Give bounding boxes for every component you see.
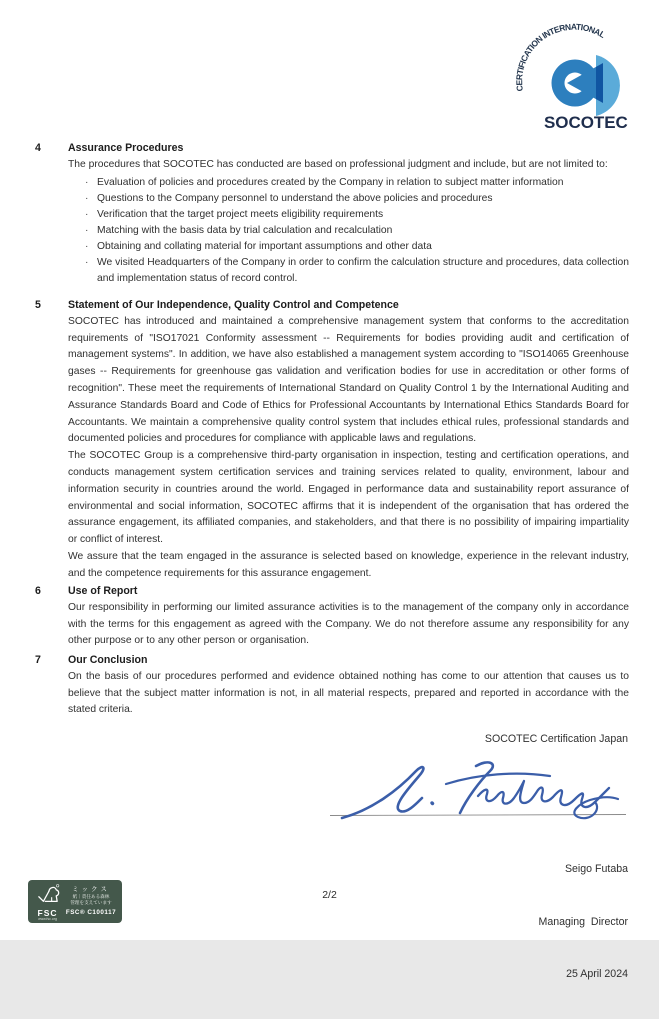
signatory-role: Managing Director	[538, 915, 628, 928]
section-title: Assurance Procedures	[68, 142, 184, 154]
section-title: Use of Report	[68, 585, 138, 597]
paragraph: SOCOTEC has introduced and maintained a comprehensive management system that conforms to the accreditation requirements of "ISO17021 Conformity assessment -- Requirements for bodies providing audit and certification of management systems". In addition, we have also established a management system according to "ISO14065 Greenhouse gases -- Requirements for greenhouse gas validation and verification bodies for use in accreditation or other forms of recognition". These meet the requirements of International Standard on Quality Control 1 by the International Auditing and Assurance Standards Board and Code of Ethics for Professional Accountants by International Ethics Standards Board for Accountants. We maintain a comprehensive quality control system that includes ethical rules, professional standards and documented policies and procedures for compliance with applicable laws and regulations.	[68, 315, 629, 445]
handwritten-signature	[328, 752, 628, 826]
bullet-dot: ·	[85, 240, 89, 252]
section-title: Our Conclusion	[68, 654, 148, 666]
bullet-text: Evaluation of policies and procedures created by the Company in relation to subject matter information	[97, 176, 564, 188]
bullet-dot: ·	[85, 176, 89, 188]
bullet-text: Verification that the target project meets eligibility requirements	[97, 208, 384, 220]
bullet-item	[68, 175, 629, 191]
bullet-dot: ·	[85, 224, 89, 236]
section-number: 7	[35, 654, 41, 666]
section-number: 6	[35, 585, 41, 597]
fsc-label	[28, 880, 122, 923]
fsc-logo-column	[28, 883, 64, 921]
signatory-company: SOCOTEC Certification Japan	[484, 733, 628, 745]
signature-stroke	[432, 803, 433, 804]
bullet-item	[68, 255, 629, 287]
section-independence-statement	[35, 297, 629, 583]
bullet-item	[68, 239, 629, 255]
page-number: 2/2	[322, 889, 337, 901]
section-title: Statement of Our Independence, Quality Control and Competence	[68, 299, 399, 311]
section-assurance-procedures	[35, 140, 629, 287]
signature-line	[330, 815, 626, 816]
signatory-name: Seigo Futaba	[564, 863, 628, 875]
section-number: 4	[35, 142, 41, 154]
fsc-text-column	[64, 886, 122, 916]
bullet-text: Questions to the Company personnel to understand the above policies and procedures	[97, 192, 493, 204]
bullet-dot: ·	[85, 256, 89, 268]
bullet-text: We visited Headquarters of the Company in order to confirm the calculation structure and procedures, data collection and implementation status of record control.	[97, 256, 629, 284]
bullet-text: Obtaining and collating material for important assumptions and other data	[97, 240, 432, 252]
section-intro: The procedures that SOCOTEC has conducted are based on professional judgment and include, but are not limited to:	[68, 158, 608, 170]
logo-wordmark: SOCOTEC	[544, 113, 629, 132]
bullet-item	[68, 191, 629, 207]
paragraph: Our responsibility in performing our limited assurance activities is to the management of the company only in accordance with the terms for this engagement as agreed with the Company. We do not therefore assume any responsibility for any other purpose or to any other person or organisation.	[68, 601, 629, 647]
signature-block	[328, 732, 628, 1019]
paragraph: The SOCOTEC Group is a comprehensive third-party organisation in inspection, testing and certification operations, and conducts management system certification services and training services related to quality, environment, labour and information security in countries around the world. Engaged in performance data and sustainability report assurance of environmental and social information, SOCOTEC affirms that it is independent of the organisation that has ordered the assurance engagement, its affiliated companies, and stakeholders, and that there is no possibility of impairing impartiality or conflict of interest.	[68, 450, 629, 546]
socotec-logo	[479, 8, 659, 143]
section-conclusion	[35, 652, 629, 719]
fsc-wordmark: FSC	[37, 907, 58, 918]
section-number: 5	[35, 299, 41, 311]
signature-stroke	[446, 774, 550, 784]
bullet-dot: ·	[85, 192, 89, 204]
section-use-of-report	[35, 583, 629, 650]
bullet-text: Matching with the basis data by trial calculation and recalculation	[97, 224, 393, 236]
signature-stroke	[342, 767, 423, 818]
bullet-dot: ·	[85, 208, 89, 220]
bullet-item	[68, 223, 629, 239]
fsc-tree-icon	[36, 883, 60, 905]
bullet-list	[68, 175, 629, 287]
signature-stroke	[460, 762, 493, 813]
fsc-url: www.fsc.org	[38, 916, 57, 921]
signature-date: 25 April 2024	[566, 968, 628, 980]
bullet-item	[68, 207, 629, 223]
fsc-mix-label: ミックス	[72, 886, 110, 894]
fsc-license-code: FSC® C100117	[65, 908, 117, 916]
paragraph: On the basis of our procedures performed and evidence obtained nothing has come to our attention that causes us to believe that the subject matter information is not, in all material respects, prepared and reported in accordance with the stated criteria.	[68, 670, 629, 716]
paragraph: We assure that the team engaged in the assurance is selected based on knowledge, experience in the relevant industry, and the competence requirements for this assurance engagement.	[68, 550, 629, 579]
fsc-claim-line1: 紙｜責任ある森林	[72, 894, 110, 900]
logo-arc-text: CERTIFICATION INTERNATIONAL	[514, 21, 608, 92]
fsc-claim-line2: 管理を支えています	[70, 900, 112, 905]
signature-stroke	[478, 781, 609, 807]
